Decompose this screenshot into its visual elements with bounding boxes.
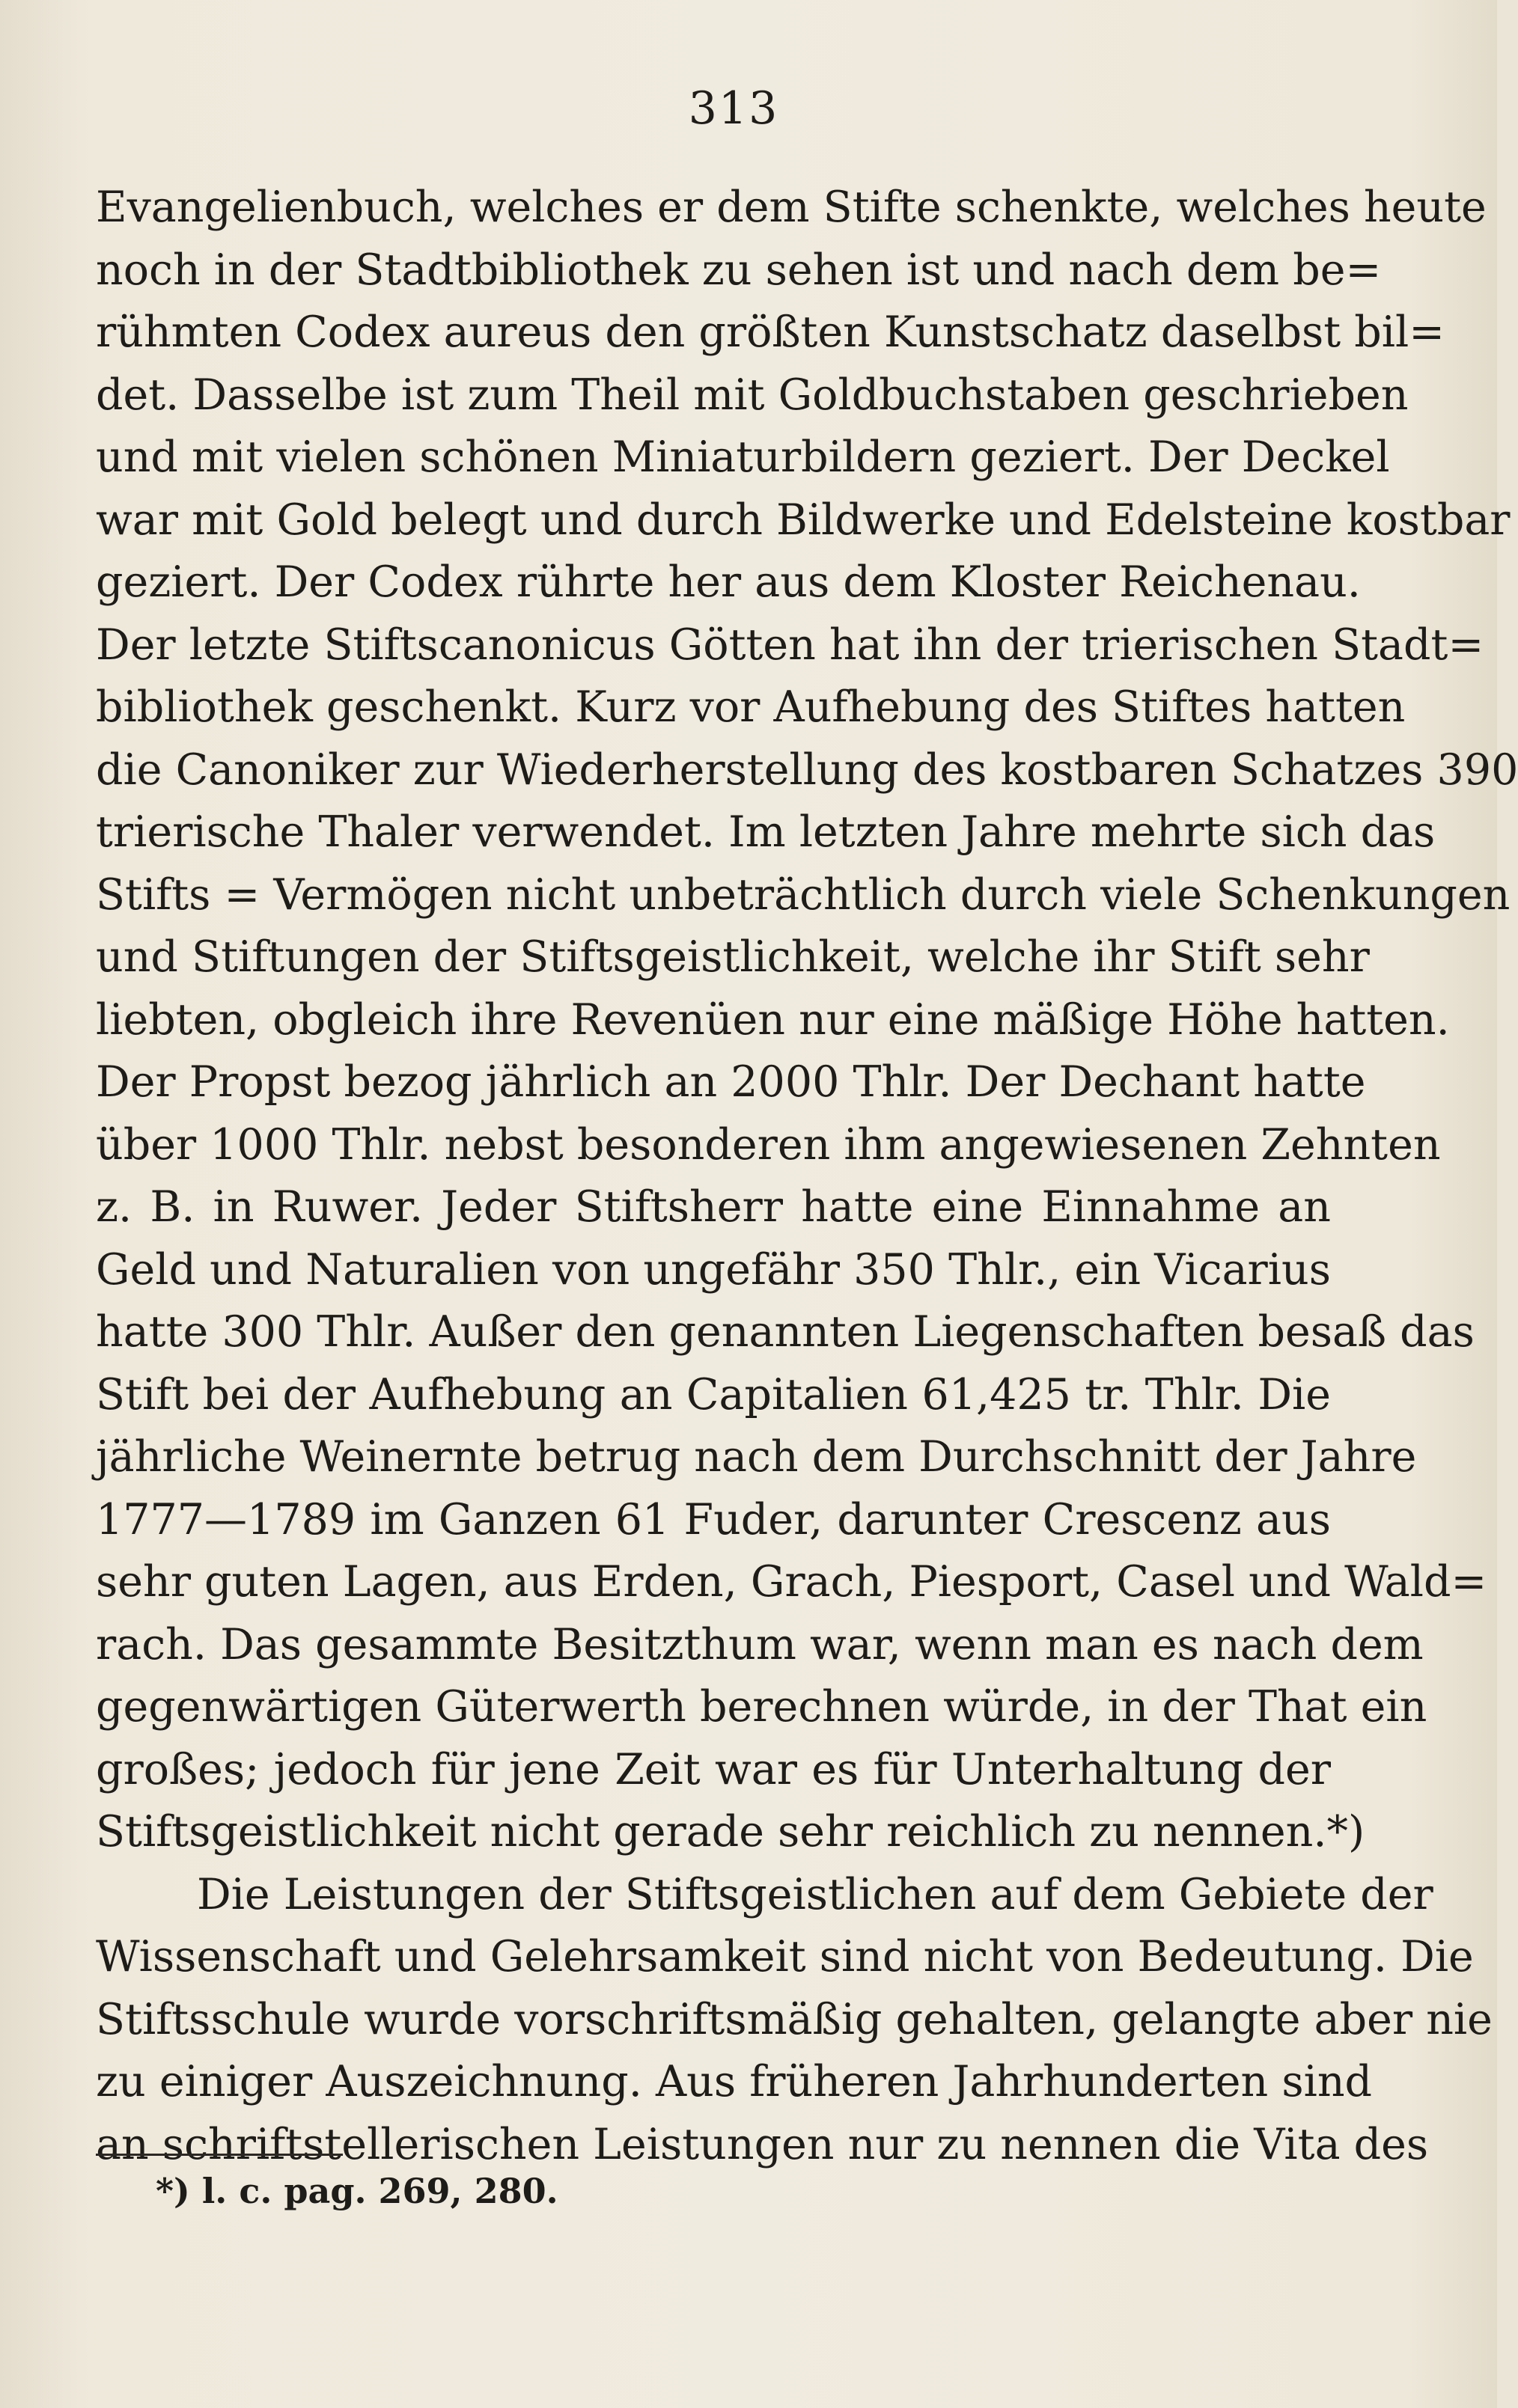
footnote-divider <box>96 2154 343 2156</box>
text-line: trierische Thaler verwendet. Im letzten Jahre mehrte sich das <box>96 807 1436 857</box>
text-line: über 1000 Thlr. nebst besonderen ihm angewiesenen Zehnten <box>96 1119 1441 1170</box>
text-line: hatte 300 Thlr. Außer den genannten Liegenschaften besaß das <box>96 1307 1475 1357</box>
text-line: sehr guten Lagen, aus Erden, Grach, Piesport, Casel und Wald= <box>96 1557 1487 1607</box>
text-line: war mit Gold belegt und durch Bildwerke und Edelsteine kostbar <box>96 495 1511 545</box>
text-line: rach. Das gesammte Besitzthum war, wenn man es nach dem <box>96 1619 1424 1669</box>
text-line: Stifts = Vermögen nicht unbeträchtlich durch viele Schenkungen <box>96 870 1511 920</box>
text-line: jährliche Weinernte betrug nach dem Durchschnitt der Jahre <box>96 1432 1417 1482</box>
text-line: Stiftsgeistlichkeit nicht gerade sehr reichlich zu nennen.*) <box>96 1807 1365 1857</box>
text-line: bibliothek geschenkt. Kurz vor Aufhebung des Stiftes hatten <box>96 682 1406 732</box>
text-line: Evangelienbuch, welches er dem Stifte schenkte, welches heute <box>96 183 1487 232</box>
body-text <box>96 177 1518 2176</box>
text-line: an schriftstellerischen Leistungen nur zu nennen die Vita des <box>96 2119 1429 2169</box>
text-line: liebten, obgleich ihre Revenüen nur eine mäßige Höhe hatten. <box>96 994 1450 1045</box>
text-line: Stiftsschule wurde vorschriftsmäßig gehalten, gelangte aber nie <box>96 1994 1493 2044</box>
page-number: 313 <box>688 82 779 135</box>
text-line: det. Dasselbe ist zum Theil mit Goldbuchstaben geschrieben <box>96 370 1409 420</box>
text-line: gegenwärtigen Güterwerth berechnen würde, in der That ein <box>96 1682 1427 1732</box>
text-line: großes; jedoch für jene Zeit war es für Unterhaltung der <box>96 1744 1331 1794</box>
text-line: zu einiger Auszeichnung. Aus früheren Jahrhunderten sind <box>96 2057 1373 2106</box>
text-line: und Stiftungen der Stiftsgeistlichkeit, welche ihr Stift sehr <box>96 932 1370 982</box>
text-line: Stift bei der Aufhebung an Capitalien 61,425 tr. Thlr. Die <box>96 1369 1331 1420</box>
text-line: Der Propst bezog jährlich an 2000 Thlr. Der Dechant hatte <box>96 1057 1366 1107</box>
text-line: z. B. in Ruwer. Jeder Stiftsherr hatte eine Einnahme an <box>96 1182 1331 1232</box>
text-line: Wissenschaft und Gelehrsamkeit sind nicht von Bedeutung. Die <box>96 1932 1474 1981</box>
paragraph-first-line: Die Leistungen der Stiftsgeistlichen auf dem Gebiete der <box>197 1869 1433 1919</box>
text-line: die Canoniker zur Wiederherstellung des kostbaren Schatzes 390 <box>96 745 1518 795</box>
footnote: *) l. c. pag. 269, 280. <box>156 2171 558 2211</box>
text-line: geziert. Der Codex rührte her aus dem Kloster Reichenau. <box>96 557 1361 607</box>
text-line: 1777—1789 im Ganzen 61 Fuder, darunter Crescenz aus <box>96 1494 1331 1544</box>
text-line: noch in der Stadtbibliothek zu sehen ist und nach dem be= <box>96 245 1382 295</box>
text-line: und mit vielen schönen Miniaturbildern geziert. Der Deckel <box>96 433 1390 482</box>
text-line: Geld und Naturalien von ungefähr 350 Thlr., ein Vicarius <box>96 1244 1331 1295</box>
text-line: rühmten Codex aureus den größten Kunstschatz daselbst bil= <box>96 308 1445 357</box>
text-line: Der letzte Stiftscanonicus Götten hat ihn der trierischen Stadt= <box>96 620 1484 670</box>
